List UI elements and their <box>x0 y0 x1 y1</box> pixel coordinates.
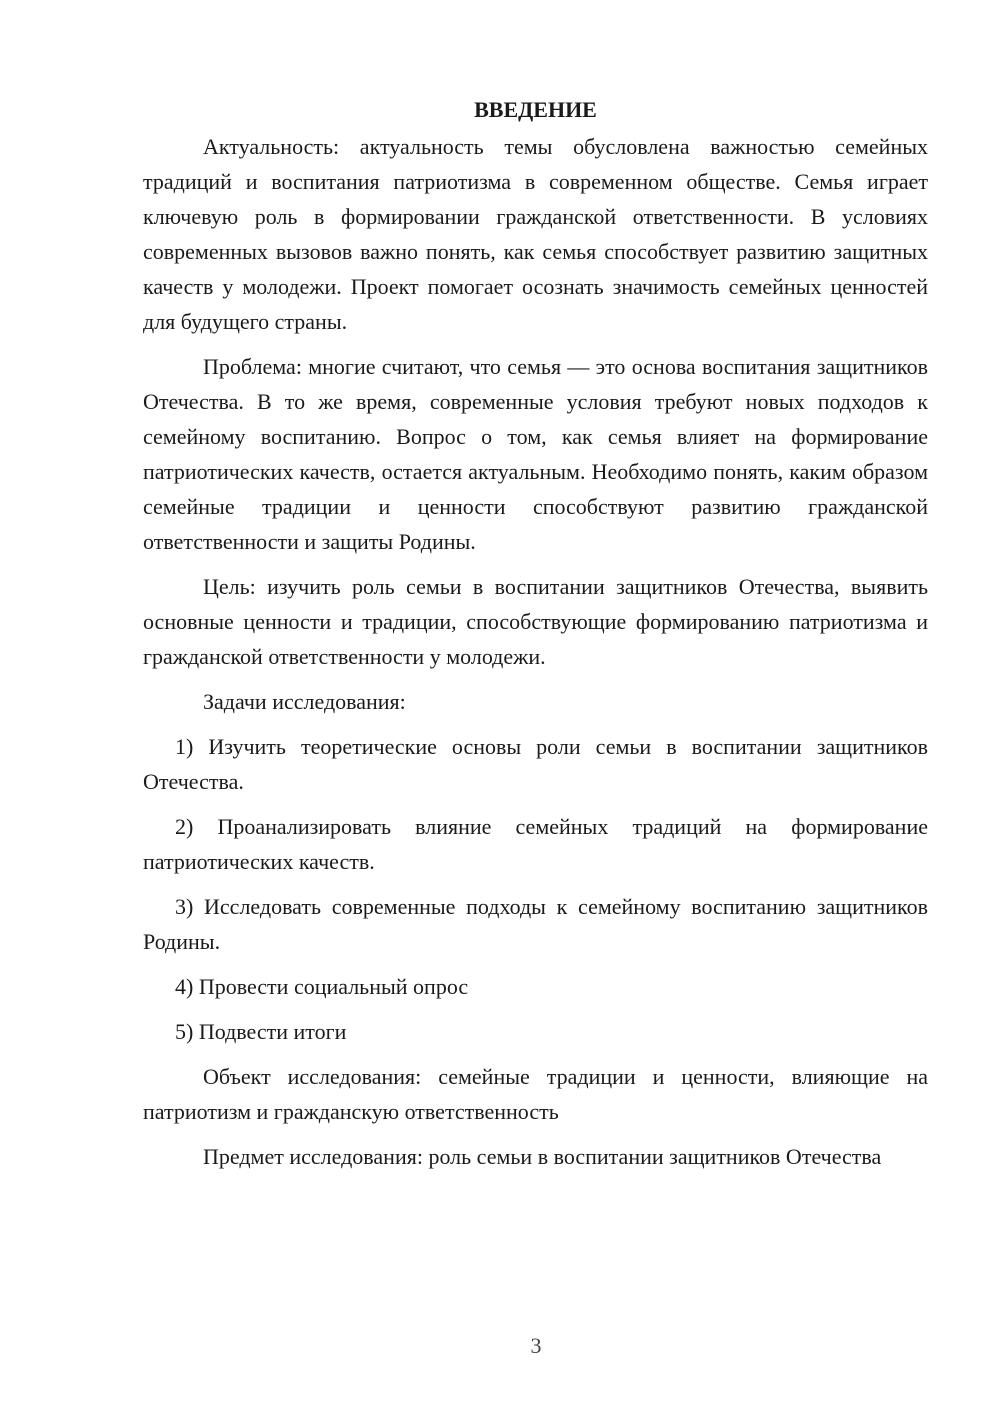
task-item-4: 4) Провести социальный опрос <box>175 974 469 999</box>
paragraph-object: Объект исследования: семейные традиции и ценности, влияющие на патриотизм и гражданскую ответственность <box>143 1064 928 1124</box>
page-content <box>143 92 928 1184</box>
paragraph-problem: Проблема: многие считают, что семья — это основа воспитания защитников Отечества. В то же время, современные условия требуют новых подходов к семейному воспитанию. Вопрос о том, как семья влияет на формирование патриотических качеств, остается актуальным. Необходимо понять, каким образом семейные традиции и ценности способствуют развитию гражданской ответственности и защиты Родины. <box>143 354 928 554</box>
paragraph-goal: Цель: изучить роль семьи в воспитании защитников Отечества, выявить основные ценности и традиции, способствующие формированию патриотизма и гражданской ответственности у молодежи. <box>143 574 928 669</box>
tasks-heading: Задачи исследования: <box>203 689 406 714</box>
task-item-1: 1) Изучить теоретические основы роли семьи в воспитании защитников Отечества. <box>143 734 928 794</box>
task-item-2: 2) Проанализировать влияние семейных традиций на формирование патриотических качеств. <box>143 814 928 874</box>
section-title: ВВЕДЕНИЕ <box>474 97 597 122</box>
task-item-5: 5) Подвести итоги <box>175 1019 347 1044</box>
paragraph-relevance: Актуальность: актуальность темы обусловлена важностью семейных традиций и воспитания патриотизма в современном обществе. Семья играет ключевую роль в формировании гражданской ответственности. В условиях современных вызовов важно понять, как семья способствует развитию защитных качеств у молодежи. Проект помогает осознать значимость семейных ценностей для будущего страны. <box>143 134 928 334</box>
page-number: 3 <box>530 1333 542 1358</box>
paragraph-subject: Предмет исследования: роль семьи в воспитании защитников Отечества <box>203 1144 882 1169</box>
task-item-3: 3) Исследовать современные подходы к семейному воспитанию защитников Родины. <box>143 894 928 954</box>
